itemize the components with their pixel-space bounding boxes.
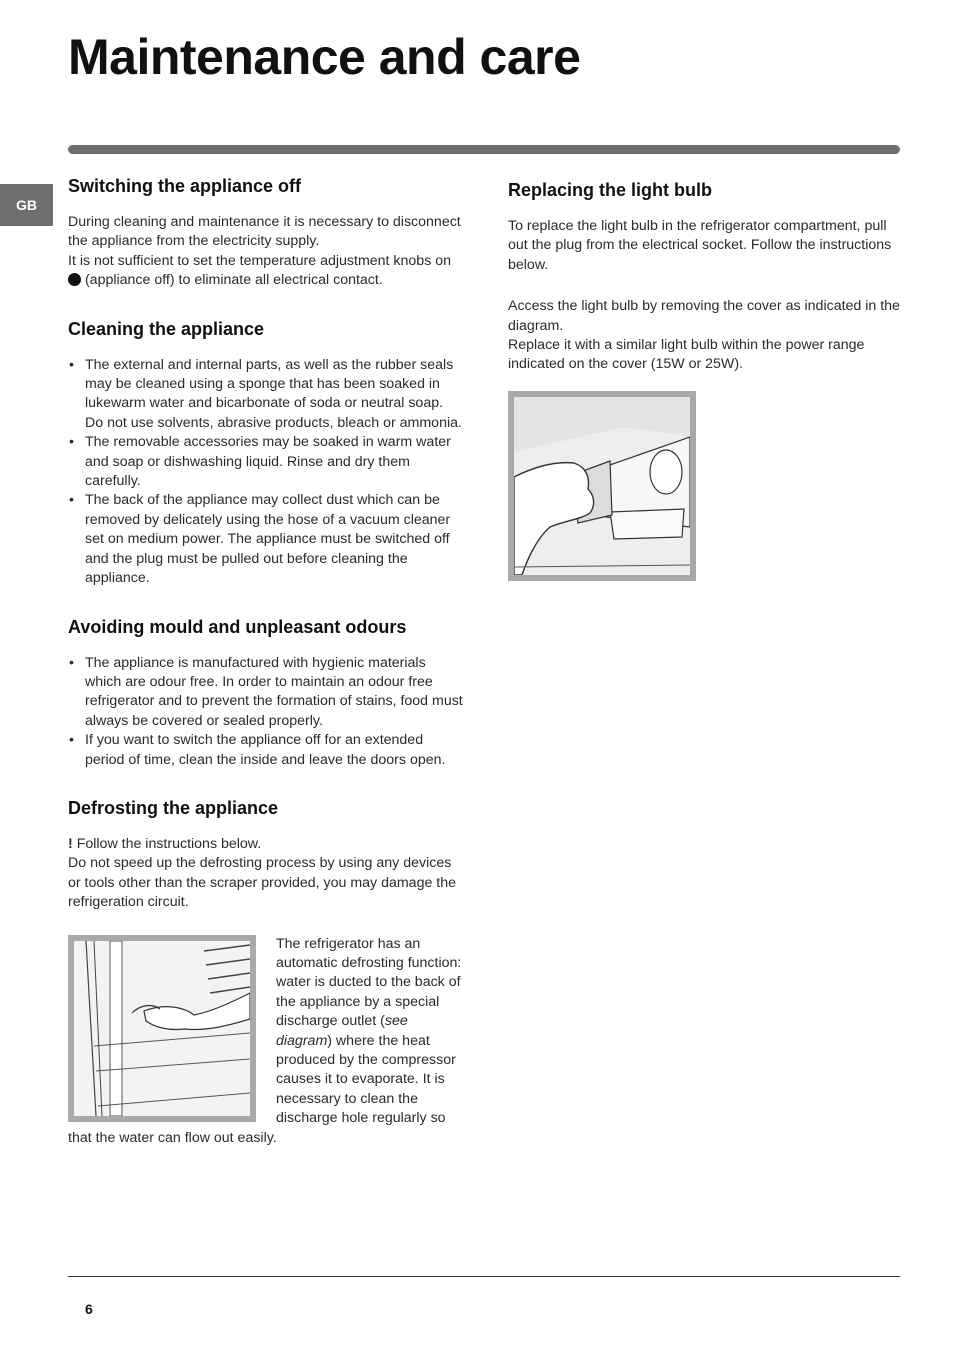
defrost-illustration-icon — [74, 941, 250, 1116]
list-item: • The appliance is manufactured with hygienic materials which are odour free. In order to maintain an odour free refrigerator and to prevent the formation of stains, food must always be covered or sealed properly. — [68, 654, 463, 732]
right-column — [508, 180, 900, 581]
page-number: 6 — [85, 1301, 93, 1317]
bullet-list — [68, 654, 463, 770]
section-heading: Avoiding mould and unpleasant odours — [68, 616, 407, 637]
section-heading: Switching the appliance off — [68, 176, 302, 196]
language-tab: GB — [0, 184, 53, 226]
section-heading: Defrosting the appliance — [68, 797, 279, 818]
section-heading: Cleaning the appliance — [68, 318, 265, 339]
page-title: Maintenance and care — [68, 29, 581, 85]
warning-mark: ! — [68, 835, 73, 852]
bullet-list — [68, 356, 463, 589]
footer-rule — [68, 1276, 900, 1277]
light-bulb-diagram — [508, 391, 696, 581]
section-mould — [68, 617, 463, 770]
paragraph: The refrigerator has an automatic defrosting function: water is ducted to the back of the appliance by a special discharge outlet (see diagram) where the heat produced by the compressor causes it to evaporate. It is necessary to clean the discharge hole regularly so that the water can flow out easily. — [68, 935, 462, 1146]
list-item: • The back of the appliance may collect dust which can be removed by delicately using the hose of a vacuum cleaner set on medium power. The appliance must be switched off and the plug must be pulled out before cleaning the appliance. — [68, 491, 463, 588]
paragraph: ! Follow the instructions below. Do not speed up the defrosting process by using any devices or tools other than the scraper provided, you may damage the refrigeration circuit. — [68, 835, 457, 911]
paragraph: Access the light bulb by removing the cover as indicated in the diagram. Replace it with a similar light bulb within the power range indicated on the cover (15W or 25W). — [508, 298, 900, 373]
left-column — [68, 176, 463, 1176]
light-bulb-illustration-icon — [514, 397, 690, 575]
list-item: • If you want to switch the appliance off for an extended period of time, clean the inside and leave the doors open. — [68, 731, 463, 770]
list-item: • The removable accessories may be soaked in warm water and soap or dishwashing liquid. Rinse and dry them carefully. — [68, 433, 463, 491]
section-switching-off — [68, 176, 463, 291]
paragraph: To replace the light bulb in the refrigerator compartment, pull out the plug from the electrical socket. Follow the instructions below. — [508, 218, 892, 273]
section-cleaning — [68, 319, 463, 589]
header-rule — [68, 145, 900, 154]
defrost-diagram — [68, 935, 256, 1122]
section-heading: Replacing the light bulb — [508, 180, 712, 200]
paragraph: During cleaning and maintenance it is necessary to disconnect the appliance from the electricity supply. It is not sufficient to set the temperature adjustment knobs on (appliance off) to eliminate all electrical contact. — [68, 214, 461, 289]
list-item: • The external and internal parts, as well as the rubber seals may be cleaned using a sponge that has been soaked in lukewarm water and bicarbonate of soda or neutral soap. Do not use solvents, abrasive products, bleach or ammonia. — [68, 356, 463, 434]
section-defrost — [68, 798, 463, 1148]
off-symbol-icon — [68, 273, 81, 286]
